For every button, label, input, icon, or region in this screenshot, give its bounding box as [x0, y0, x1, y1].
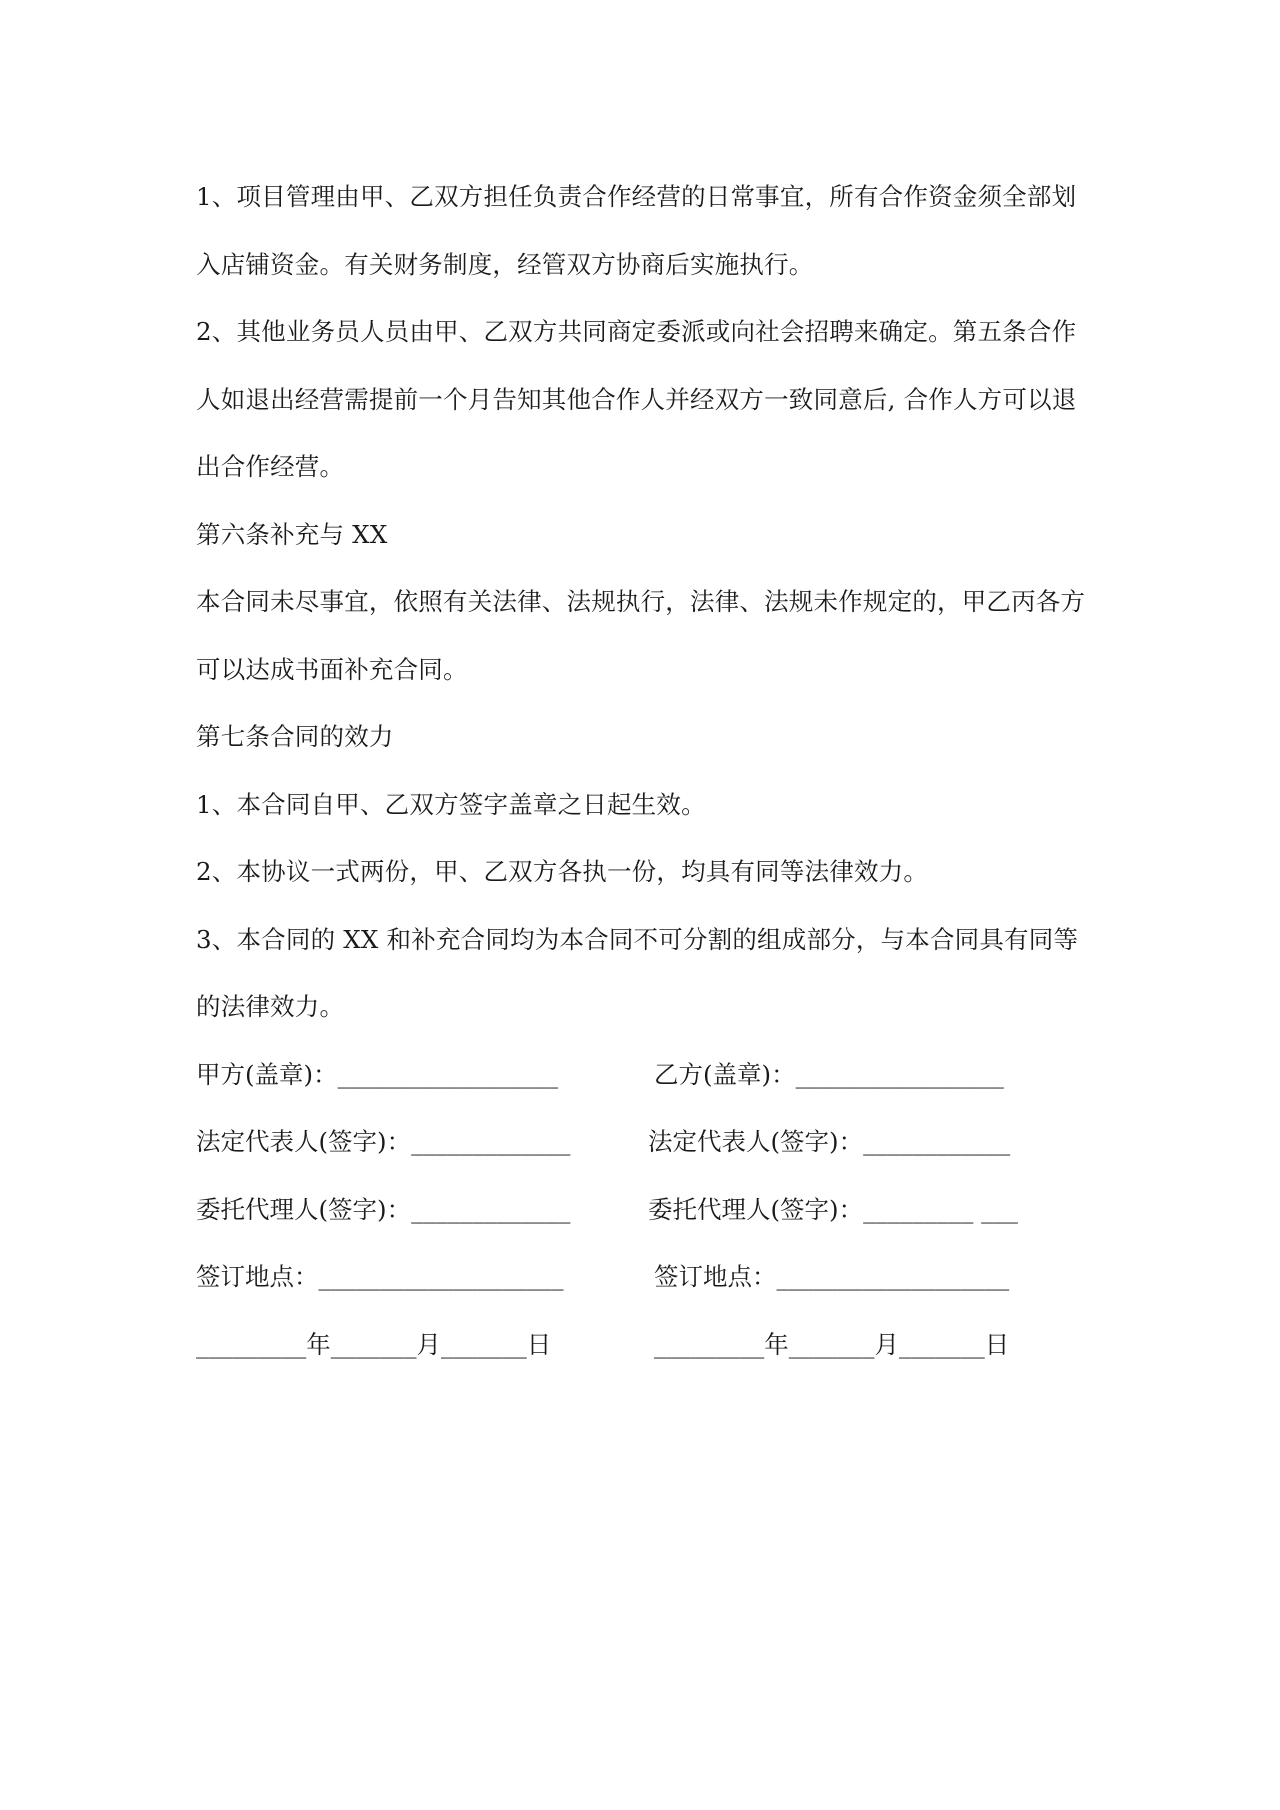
- signature-row-seal: [196, 1041, 1096, 1109]
- party-a-seal-field: 甲方(盖章)：__________________: [196, 1059, 559, 1089]
- section-heading-6: 第六条补充与 XX: [196, 519, 388, 549]
- section-heading-7: 第七条合同的效力: [196, 722, 394, 751]
- paragraph-supplement: 本合同未尽事宜，依照有关法律、法规执行，法律、法规未作规定的，甲乙丙各方可以达成书面补充合同。: [196, 587, 1086, 684]
- party-a-legal-rep-field: 法定代表人(签字)：_____________: [196, 1127, 571, 1156]
- paragraph-1: 1、项目管理由甲、乙双方担任负责合作经营的日常事宜，所有合作资金须全部划入店铺资金。有关财务制度，经管双方协商后实施执行。: [196, 182, 1077, 279]
- party-b-place-field: 签订地点：___________________: [654, 1262, 1010, 1291]
- document-body: [196, 163, 1096, 1378]
- paragraph-2: 2、其他业务员人员由甲、乙双方共同商定委派或向社会招聘来确定。第五条合作人如退出经营需提前一个月告知其他合作人并经双方一致同意后, 合作人方可以退出合作经营。: [196, 317, 1077, 481]
- party-a-agent-field: 委托代理人(签字)：_____________: [196, 1194, 571, 1224]
- clause-7-3: 3、本合同的 XX 和补充合同均为本合同不可分割的组成部分，与本合同具有同等的法律效力。: [196, 924, 1079, 1021]
- party-b-agent-field: 委托代理人(签字)：_________ ___: [648, 1194, 1018, 1224]
- party-b-legal-rep-field: 法定代表人(签字)：____________: [648, 1127, 1011, 1156]
- signature-row-place: [196, 1243, 1096, 1311]
- signature-block: [196, 1041, 1096, 1379]
- clause-7-2: 2、本协议一式两份，甲、乙双方各执一份，均具有同等法律效力。: [196, 857, 929, 886]
- party-b-date-field: _________年_______月_______日: [654, 1329, 1010, 1359]
- signature-row-legal-rep: [196, 1108, 1096, 1176]
- party-b-seal-field: 乙方(盖章)：_________________: [654, 1059, 1004, 1089]
- signature-row-agent: [196, 1176, 1096, 1244]
- party-a-place-field: 签订地点：____________________: [196, 1262, 564, 1291]
- signature-row-date: [196, 1311, 1096, 1379]
- party-a-date-field: _________年_______月_______日: [196, 1329, 552, 1359]
- clause-7-1: 1、本合同自甲、乙双方签字盖章之日起生效。: [196, 789, 706, 819]
